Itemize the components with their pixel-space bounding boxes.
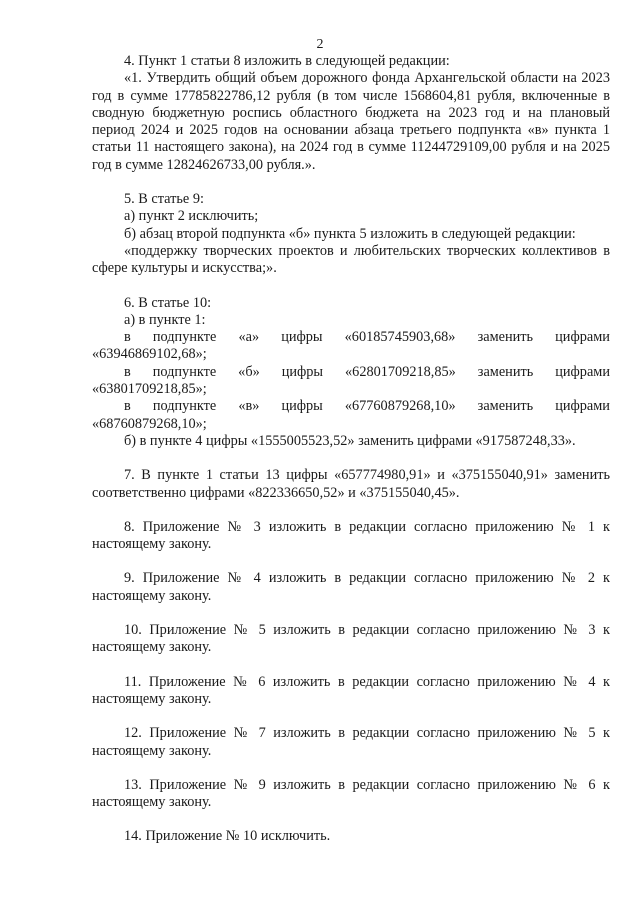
item-6-heading: 6. В статье 10: <box>124 294 212 311</box>
item-9-text: 9. Приложение № 4 изложить в редакции согласно приложению № 2 к настоящему закону. <box>92 570 610 604</box>
item-10-text: 10. Приложение № 5 изложить в редакции согласно приложению № 3 к настоящему закону. <box>92 622 610 656</box>
item-7 <box>92 467 610 502</box>
item-8 <box>92 519 610 554</box>
item-14-text: 14. Приложение № 10 исключить. <box>124 828 331 845</box>
item-6-row-1-continuation: «63946869102,68»; <box>92 346 207 363</box>
word: «в» <box>238 398 260 415</box>
item-13-text: 13. Приложение № 9 изложить в редакции согласно приложению № 6 к настоящему закону. <box>92 776 610 811</box>
word: «60185745903,68» <box>344 329 456 346</box>
word: подпункте <box>152 329 217 346</box>
word: «67760879268,10» <box>344 398 456 415</box>
item-5 <box>92 191 610 277</box>
item-14 <box>92 828 610 845</box>
word: цифрами <box>555 363 610 380</box>
item-7-text: 7. В пункте 1 статьи 13 цифры «657774980,91» и «375155040,91» заменить соответственно цифрами «822336650,52» и «375155040,45». <box>92 467 610 501</box>
item-12-text: 12. Приложение № 7 изложить в редакции согласно приложению № 5 к настоящему закону. <box>92 725 610 759</box>
word: цифрами <box>555 398 610 415</box>
item-13 <box>92 777 610 812</box>
word: в <box>124 329 131 346</box>
word: заменить <box>477 398 534 415</box>
word: в <box>124 363 131 380</box>
item-6 <box>92 295 610 451</box>
item-5-heading: 5. В статье 9: <box>124 191 204 208</box>
word: «б» <box>238 363 260 380</box>
document-body <box>92 53 610 846</box>
word: в <box>124 398 131 415</box>
word: цифры <box>281 363 324 380</box>
item-5-subitem-a: а) пункт 2 исключить; <box>124 208 259 225</box>
item-4-text: «1. Утвердить общий объем дорожного фонда Архангельской области на 2023 год в сумме 17785822786,12 рубля (в том числе 1568604,81 рубля, включенные в сводную бюджетную роспись областного бюджета на 2023 год и на плановый период 2024 и 2025 годов на основании абзаца третьего подпункта «в» пункта 1 статьи 11 настоящего закона), на 2024 год в сумме 11244729109,00 рубля и на 2025 год в сумме 12824626733,00 рубля.». <box>92 70 610 173</box>
item-5-quote: «поддержку творческих проектов и любительских творческих коллективов в сфере культуры и искусства;». <box>92 242 610 277</box>
word: цифрами <box>555 329 610 346</box>
item-10 <box>92 622 610 657</box>
word: «а» <box>238 329 260 346</box>
item-4-heading: 4. Пункт 1 статьи 8 изложить в следующей редакции: <box>124 53 450 69</box>
word: заменить <box>477 329 534 346</box>
item-5-subitem-b: б) абзац второй подпункта «б» пункта 5 изложить в следующей редакции: <box>124 225 576 242</box>
word: цифры <box>281 329 323 346</box>
page-number: 2 <box>316 37 324 52</box>
item-6-row-2-continuation: «63801709218,85»; <box>92 381 207 398</box>
item-6-row-2 <box>92 364 610 399</box>
item-6-subitem-b: б) в пункте 4 цифры «1555005523,52» заменить цифрами «917587248,33». <box>124 432 576 449</box>
item-6-row-1 <box>92 329 610 364</box>
word: «62801709218,85» <box>345 363 456 380</box>
item-6-row-3 <box>92 398 610 433</box>
item-11 <box>92 674 610 709</box>
word: подпункте <box>152 398 217 415</box>
word: заменить <box>477 363 534 380</box>
item-11-text: 11. Приложение № 6 изложить в редакции согласно приложению № 4 к настоящему закону. <box>92 673 610 707</box>
item-4 <box>92 53 610 174</box>
word: подпункте <box>152 363 217 380</box>
word: цифры <box>281 398 323 415</box>
item-6-row-3-continuation: «68760879268,10»; <box>92 415 207 432</box>
item-12 <box>92 725 610 760</box>
item-6-subitem-a: а) в пункте 1: <box>124 311 206 328</box>
item-9 <box>92 570 610 605</box>
item-8-text: 8. Приложение № 3 изложить в редакции согласно приложению № 1 к настоящему закону. <box>92 518 610 553</box>
